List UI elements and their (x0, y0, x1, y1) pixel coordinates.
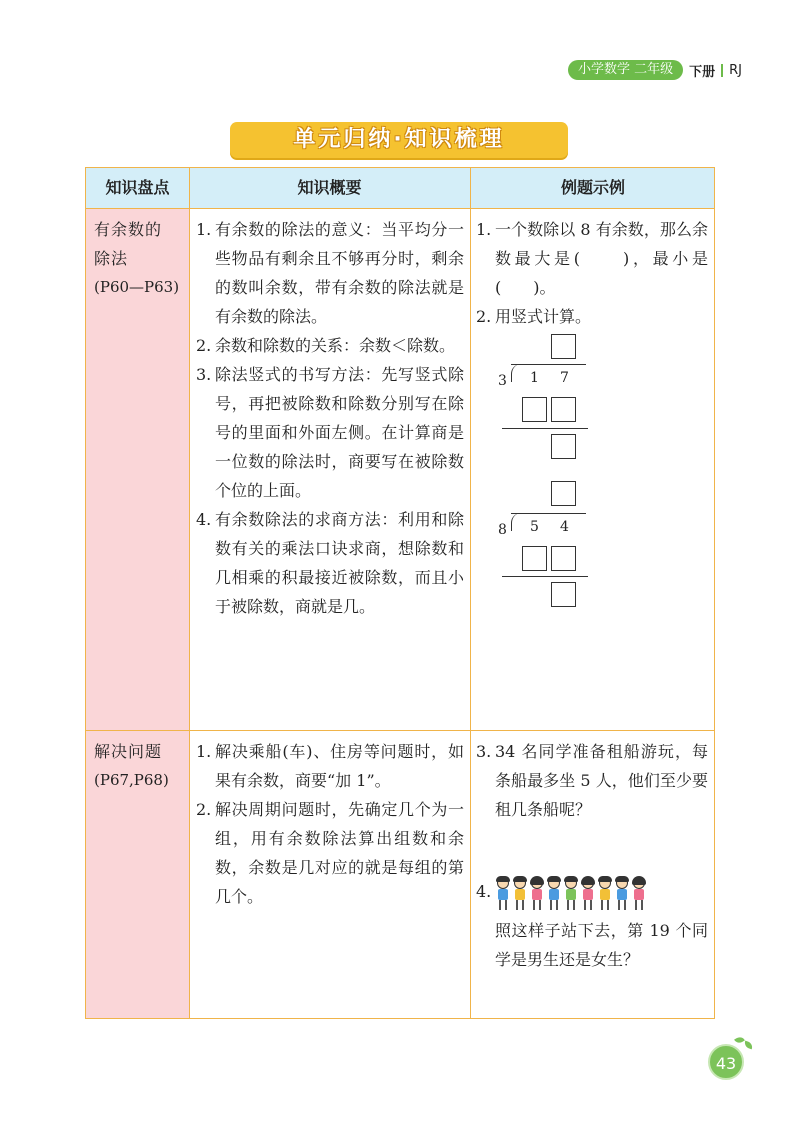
volume-label: 下册 (689, 64, 716, 80)
girl-figure (580, 877, 596, 911)
header-category: 知识盘点 (105, 178, 170, 197)
row-divider (86, 208, 714, 209)
row1-summary-list (196, 215, 464, 621)
subtraction-line (502, 576, 588, 577)
division-bar (511, 513, 586, 514)
leaf-icon (743, 1041, 754, 1050)
category-line: 除法 (94, 249, 129, 268)
edition-label: RJ (729, 62, 742, 78)
list-item: 3. 除法竖式的书写方法：先写竖式除号，再把被除数和除数分别写在除号的里面和外面左侧。在计算商是一位数的除法时，商要写在被除数个位的上面。 (196, 365, 464, 500)
quotient-box[interactable] (551, 481, 576, 506)
list-item: 3. 34 名同学准备租船游玩，每条船最多坐 5 人，他们至少要租几条船呢？ (476, 742, 708, 819)
column-divider (189, 168, 190, 1018)
boy-figure (563, 877, 579, 911)
category-pages: (P67,P68) (94, 771, 169, 789)
division-bar (511, 364, 586, 365)
page-number: 43 (708, 1044, 744, 1080)
subtraction-line (502, 428, 588, 429)
list-item: 1. 一个数除以 8 有余数，那么余数最大是( )，最小是( )。 (476, 220, 708, 297)
quotient-box[interactable] (551, 334, 576, 359)
division-bracket (511, 513, 521, 531)
category-column-bg (86, 208, 189, 1018)
list-item: 2. 解决周期问题时，先确定几个为一组，用有余数除法算出组数和余数，余数是几对应的就是每组的第几个。 (196, 800, 464, 906)
dividend-digit: 4 (560, 519, 569, 535)
row2-category (94, 737, 186, 795)
boy-figure (614, 877, 630, 911)
header-divider (721, 64, 723, 77)
boy-figure (546, 877, 562, 911)
dividend-digit: 5 (530, 519, 539, 535)
remainder-box[interactable] (551, 582, 576, 607)
category-pages: (P60—P63) (94, 278, 180, 296)
example-4-row (476, 877, 708, 909)
product-box[interactable] (522, 397, 547, 422)
category-line: 解决问题 (94, 742, 163, 761)
knowledge-table (85, 167, 715, 1019)
dividend-digit: 7 (560, 370, 569, 386)
divisor: 3 (498, 373, 507, 389)
example-number: 4. (476, 882, 492, 901)
title-banner (230, 122, 568, 158)
header-examples: 例题示例 (560, 178, 625, 197)
girl-figure (529, 877, 545, 911)
page-header (568, 60, 742, 80)
dividend-digit: 1 (530, 370, 539, 386)
leaf-icon (734, 1035, 745, 1045)
header-summary: 知识概要 (297, 178, 362, 197)
product-box[interactable] (551, 546, 576, 571)
division-bracket (511, 364, 521, 382)
list-item: 1. 解决乘船(车)、住房等问题时，如果有余数，商要“加 1”。 (196, 742, 464, 790)
list-item: 1. 有余数的除法的意义：当平均分一些物品有剩余且不够再分时，剩余的数叫余数，带有余数的除法就是有余数的除法。 (196, 220, 464, 326)
product-box[interactable] (522, 546, 547, 571)
girl-figure (631, 877, 647, 911)
row2-examples-list (476, 737, 708, 824)
row1-examples-list (476, 215, 708, 331)
remainder-box[interactable] (551, 434, 576, 459)
boy-figure (512, 877, 528, 911)
children-illustration (495, 877, 655, 911)
long-division-1[interactable] (494, 334, 604, 474)
column-divider (470, 168, 471, 1018)
example-4-text: 照这样子站下去，第 19 个同学是男生还是女生？ (495, 921, 708, 969)
list-item: 2. 用竖式计算。 (476, 307, 592, 326)
boy-figure (597, 877, 613, 911)
row2-summary-list (196, 737, 464, 911)
page-title: 单元归纳·知识梳理 (293, 127, 505, 152)
list-item: 2. 余数和除数的关系：余数＜除数。 (196, 336, 456, 355)
boy-figure (495, 877, 511, 911)
row1-category (94, 215, 186, 302)
subject-pill: 小学数学 二年级 (568, 60, 683, 80)
divisor: 8 (498, 522, 507, 538)
list-item: 4. 有余数除法的求商方法：利用和除数有关的乘法口诀求商，想除数和几相乘的积最接近被除数，而且小于被除数，商就是几。 (196, 510, 464, 616)
product-box[interactable] (551, 397, 576, 422)
long-division-2[interactable] (494, 481, 604, 621)
category-line: 有余数的 (94, 220, 163, 239)
row-divider (86, 730, 714, 731)
